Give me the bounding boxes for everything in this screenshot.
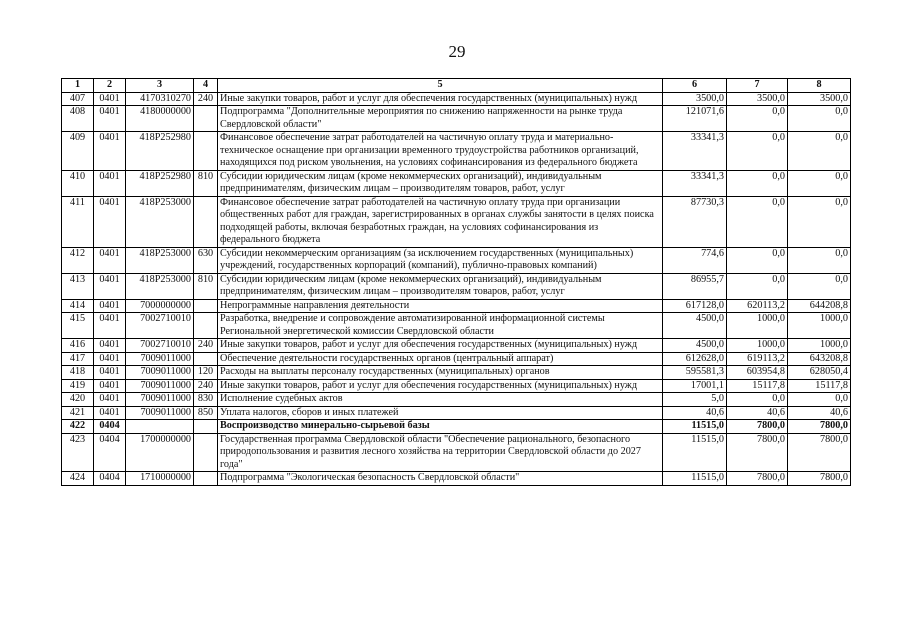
amount-year-3: 0,0: [788, 170, 851, 196]
amount-year-1: 11515,0: [663, 472, 727, 486]
amount-year-2: 7800,0: [727, 420, 788, 434]
amount-year-1: 774,6: [663, 247, 727, 273]
section-code: 0401: [94, 339, 126, 353]
target-item-code: 4180000000: [126, 106, 194, 132]
expense-type-code: [194, 132, 218, 171]
expense-type-code: 810: [194, 273, 218, 299]
amount-year-1: 17001,1: [663, 379, 727, 393]
expense-type-code: [194, 352, 218, 366]
header-col-1: 1: [62, 79, 94, 93]
amount-year-3: 1000,0: [788, 339, 851, 353]
amount-year-3: 0,0: [788, 106, 851, 132]
amount-year-1: 11515,0: [663, 433, 727, 472]
amount-year-1: 612628,0: [663, 352, 727, 366]
amount-year-2: 0,0: [727, 132, 788, 171]
header-col-8: 8: [788, 79, 851, 93]
item-name: Обеспечение деятельности государственных органов (центральный аппарат): [218, 352, 663, 366]
header-col-7: 7: [727, 79, 788, 93]
item-name: Воспроизводство минерально-сырьевой базы: [218, 420, 663, 434]
section-code: 0401: [94, 393, 126, 407]
row-number: 419: [62, 379, 94, 393]
target-item-code: 418Р253000: [126, 247, 194, 273]
amount-year-2: 7800,0: [727, 433, 788, 472]
item-name: Непрограммные направления деятельности: [218, 299, 663, 313]
item-name: Разработка, внедрение и сопровождение автоматизированной информационной системы Региональной энергетической комиссии Свердловской области: [218, 313, 663, 339]
table-row: [62, 106, 851, 132]
expense-type-code: 830: [194, 393, 218, 407]
amount-year-2: 0,0: [727, 196, 788, 247]
target-item-code: 7000000000: [126, 299, 194, 313]
amount-year-1: 87730,3: [663, 196, 727, 247]
header-col-2: 2: [94, 79, 126, 93]
section-code: 0401: [94, 106, 126, 132]
target-item-code: 4170310270: [126, 92, 194, 106]
expense-type-code: 630: [194, 247, 218, 273]
table-row: [62, 196, 851, 247]
amount-year-3: 15117,8: [788, 379, 851, 393]
table-row: [62, 313, 851, 339]
amount-year-3: 0,0: [788, 247, 851, 273]
table-header-row: [62, 79, 851, 93]
budget-table: [61, 78, 851, 486]
expense-type-code: [194, 472, 218, 486]
table-row: [62, 366, 851, 380]
row-number: 407: [62, 92, 94, 106]
target-item-code: 7009011000: [126, 352, 194, 366]
amount-year-2: 0,0: [727, 106, 788, 132]
table-row: [62, 433, 851, 472]
section-code: 0401: [94, 196, 126, 247]
item-name: Финансовое обеспечение затрат работодателей на частичную оплату труда и материально-техническое оснащение при организации временного трудоустройства работников организаций, находящихся под риском увольнения, на условиях софинансирования из федерального бюджета: [218, 132, 663, 171]
row-number: 414: [62, 299, 94, 313]
expense-type-code: [194, 313, 218, 339]
amount-year-2: 0,0: [727, 273, 788, 299]
amount-year-2: 620113,2: [727, 299, 788, 313]
amount-year-2: 7800,0: [727, 472, 788, 486]
amount-year-1: 86955,7: [663, 273, 727, 299]
amount-year-1: 5,0: [663, 393, 727, 407]
table-row: [62, 379, 851, 393]
amount-year-1: 40,6: [663, 406, 727, 420]
amount-year-2: 40,6: [727, 406, 788, 420]
expense-type-code: 240: [194, 379, 218, 393]
table-row: [62, 472, 851, 486]
amount-year-2: 0,0: [727, 170, 788, 196]
row-number: 411: [62, 196, 94, 247]
row-number: 424: [62, 472, 94, 486]
amount-year-1: 33341,3: [663, 170, 727, 196]
amount-year-3: 7800,0: [788, 433, 851, 472]
amount-year-1: 3500,0: [663, 92, 727, 106]
target-item-code: [126, 420, 194, 434]
header-col-3: 3: [126, 79, 194, 93]
table-row: [62, 406, 851, 420]
row-number: 415: [62, 313, 94, 339]
item-name: Иные закупки товаров, работ и услуг для обеспечения государственных (муниципальных) нужд: [218, 339, 663, 353]
amount-year-3: 40,6: [788, 406, 851, 420]
expense-type-code: [194, 433, 218, 472]
amount-year-2: 0,0: [727, 393, 788, 407]
amount-year-1: 617128,0: [663, 299, 727, 313]
table-row: [62, 420, 851, 434]
row-number: 421: [62, 406, 94, 420]
section-code: 0401: [94, 170, 126, 196]
row-number: 423: [62, 433, 94, 472]
amount-year-3: 0,0: [788, 273, 851, 299]
section-code: 0404: [94, 420, 126, 434]
target-item-code: 418Р253000: [126, 196, 194, 247]
row-number: 413: [62, 273, 94, 299]
section-code: 0401: [94, 313, 126, 339]
table-row: [62, 92, 851, 106]
amount-year-1: 4500,0: [663, 313, 727, 339]
item-name: Государственная программа Свердловской области "Обеспечение рационального, безопасного природопользования и развития лесного хозяйства на территории Свердловской области до 2027 года": [218, 433, 663, 472]
row-number: 412: [62, 247, 94, 273]
table-row: [62, 299, 851, 313]
item-name: Субсидии юридическим лицам (кроме некоммерческих организаций), индивидуальным предпринимателям, физическим лицам – производителям товаров, работ, услуг: [218, 273, 663, 299]
row-number: 409: [62, 132, 94, 171]
target-item-code: 7002710010: [126, 313, 194, 339]
item-name: Иные закупки товаров, работ и услуг для обеспечения государственных (муниципальных) нужд: [218, 379, 663, 393]
expense-type-code: [194, 299, 218, 313]
header-col-4: 4: [194, 79, 218, 93]
section-code: 0404: [94, 472, 126, 486]
table-row: [62, 339, 851, 353]
expense-type-code: 850: [194, 406, 218, 420]
amount-year-3: 7800,0: [788, 472, 851, 486]
expense-type-code: [194, 420, 218, 434]
amount-year-2: 15117,8: [727, 379, 788, 393]
row-number: 416: [62, 339, 94, 353]
amount-year-3: 0,0: [788, 196, 851, 247]
table-row: [62, 352, 851, 366]
amount-year-3: 644208,8: [788, 299, 851, 313]
section-code: 0401: [94, 132, 126, 171]
row-number: 417: [62, 352, 94, 366]
amount-year-2: 603954,8: [727, 366, 788, 380]
target-item-code: 1700000000: [126, 433, 194, 472]
amount-year-3: 0,0: [788, 393, 851, 407]
amount-year-3: 1000,0: [788, 313, 851, 339]
target-item-code: 1710000000: [126, 472, 194, 486]
page-number: 29: [448, 42, 466, 61]
section-code: 0401: [94, 352, 126, 366]
section-code: 0401: [94, 379, 126, 393]
item-name: Исполнение судебных актов: [218, 393, 663, 407]
target-item-code: 7009011000: [126, 366, 194, 380]
table-row: [62, 393, 851, 407]
expense-type-code: [194, 196, 218, 247]
row-number: 422: [62, 420, 94, 434]
expense-type-code: 240: [194, 92, 218, 106]
table-row: [62, 170, 851, 196]
target-item-code: 7009011000: [126, 379, 194, 393]
amount-year-3: 628050,4: [788, 366, 851, 380]
item-name: Субсидии юридическим лицам (кроме некоммерческих организаций), индивидуальным предпринимателям, физическим лицам – производителям товаров, работ, услуг: [218, 170, 663, 196]
section-code: 0404: [94, 433, 126, 472]
target-item-code: 7009011000: [126, 393, 194, 407]
amount-year-3: 7800,0: [788, 420, 851, 434]
row-number: 408: [62, 106, 94, 132]
target-item-code: 418Р252980: [126, 170, 194, 196]
row-number: 418: [62, 366, 94, 380]
row-number: 410: [62, 170, 94, 196]
expense-type-code: 120: [194, 366, 218, 380]
target-item-code: 418Р253000: [126, 273, 194, 299]
section-code: 0401: [94, 273, 126, 299]
target-item-code: 7009011000: [126, 406, 194, 420]
section-code: 0401: [94, 247, 126, 273]
section-code: 0401: [94, 366, 126, 380]
section-code: 0401: [94, 406, 126, 420]
expense-type-code: 240: [194, 339, 218, 353]
item-name: Подпрограмма "Экологическая безопасность Свердловской области": [218, 472, 663, 486]
item-name: Подпрограмма "Дополнительные мероприятия по снижению напряженности на рынке труда Свердловской области": [218, 106, 663, 132]
amount-year-2: 0,0: [727, 247, 788, 273]
expense-type-code: [194, 106, 218, 132]
section-code: 0401: [94, 92, 126, 106]
amount-year-1: 4500,0: [663, 339, 727, 353]
item-name: Субсидии некоммерческим организациям (за исключением государственных (муниципальных) учреждений, государственных корпораций (компаний), публично-правовых компаний): [218, 247, 663, 273]
table-row: [62, 247, 851, 273]
amount-year-1: 11515,0: [663, 420, 727, 434]
item-name: Иные закупки товаров, работ и услуг для обеспечения государственных (муниципальных) нужд: [218, 92, 663, 106]
table-row: [62, 132, 851, 171]
target-item-code: 7002710010: [126, 339, 194, 353]
item-name: Уплата налогов, сборов и иных платежей: [218, 406, 663, 420]
amount-year-1: 33341,3: [663, 132, 727, 171]
amount-year-3: 0,0: [788, 132, 851, 171]
amount-year-1: 121071,6: [663, 106, 727, 132]
amount-year-2: 3500,0: [727, 92, 788, 106]
amount-year-2: 1000,0: [727, 339, 788, 353]
row-number: 420: [62, 393, 94, 407]
table-row: [62, 273, 851, 299]
amount-year-2: 1000,0: [727, 313, 788, 339]
amount-year-2: 619113,2: [727, 352, 788, 366]
header-col-5: 5: [218, 79, 663, 93]
amount-year-1: 595581,3: [663, 366, 727, 380]
header-col-6: 6: [663, 79, 727, 93]
amount-year-3: 3500,0: [788, 92, 851, 106]
section-code: 0401: [94, 299, 126, 313]
item-name: Финансовое обеспечение затрат работодателей на частичную оплату труда при организации общественных работ для граждан, зарегистрированных в органах службы занятости в целях поиска подходящей работы, включая безработных граждан, на условиях софинансирования из федерального бюджета: [218, 196, 663, 247]
target-item-code: 418Р252980: [126, 132, 194, 171]
expense-type-code: 810: [194, 170, 218, 196]
amount-year-3: 643208,8: [788, 352, 851, 366]
item-name: Расходы на выплаты персоналу государственных (муниципальных) органов: [218, 366, 663, 380]
